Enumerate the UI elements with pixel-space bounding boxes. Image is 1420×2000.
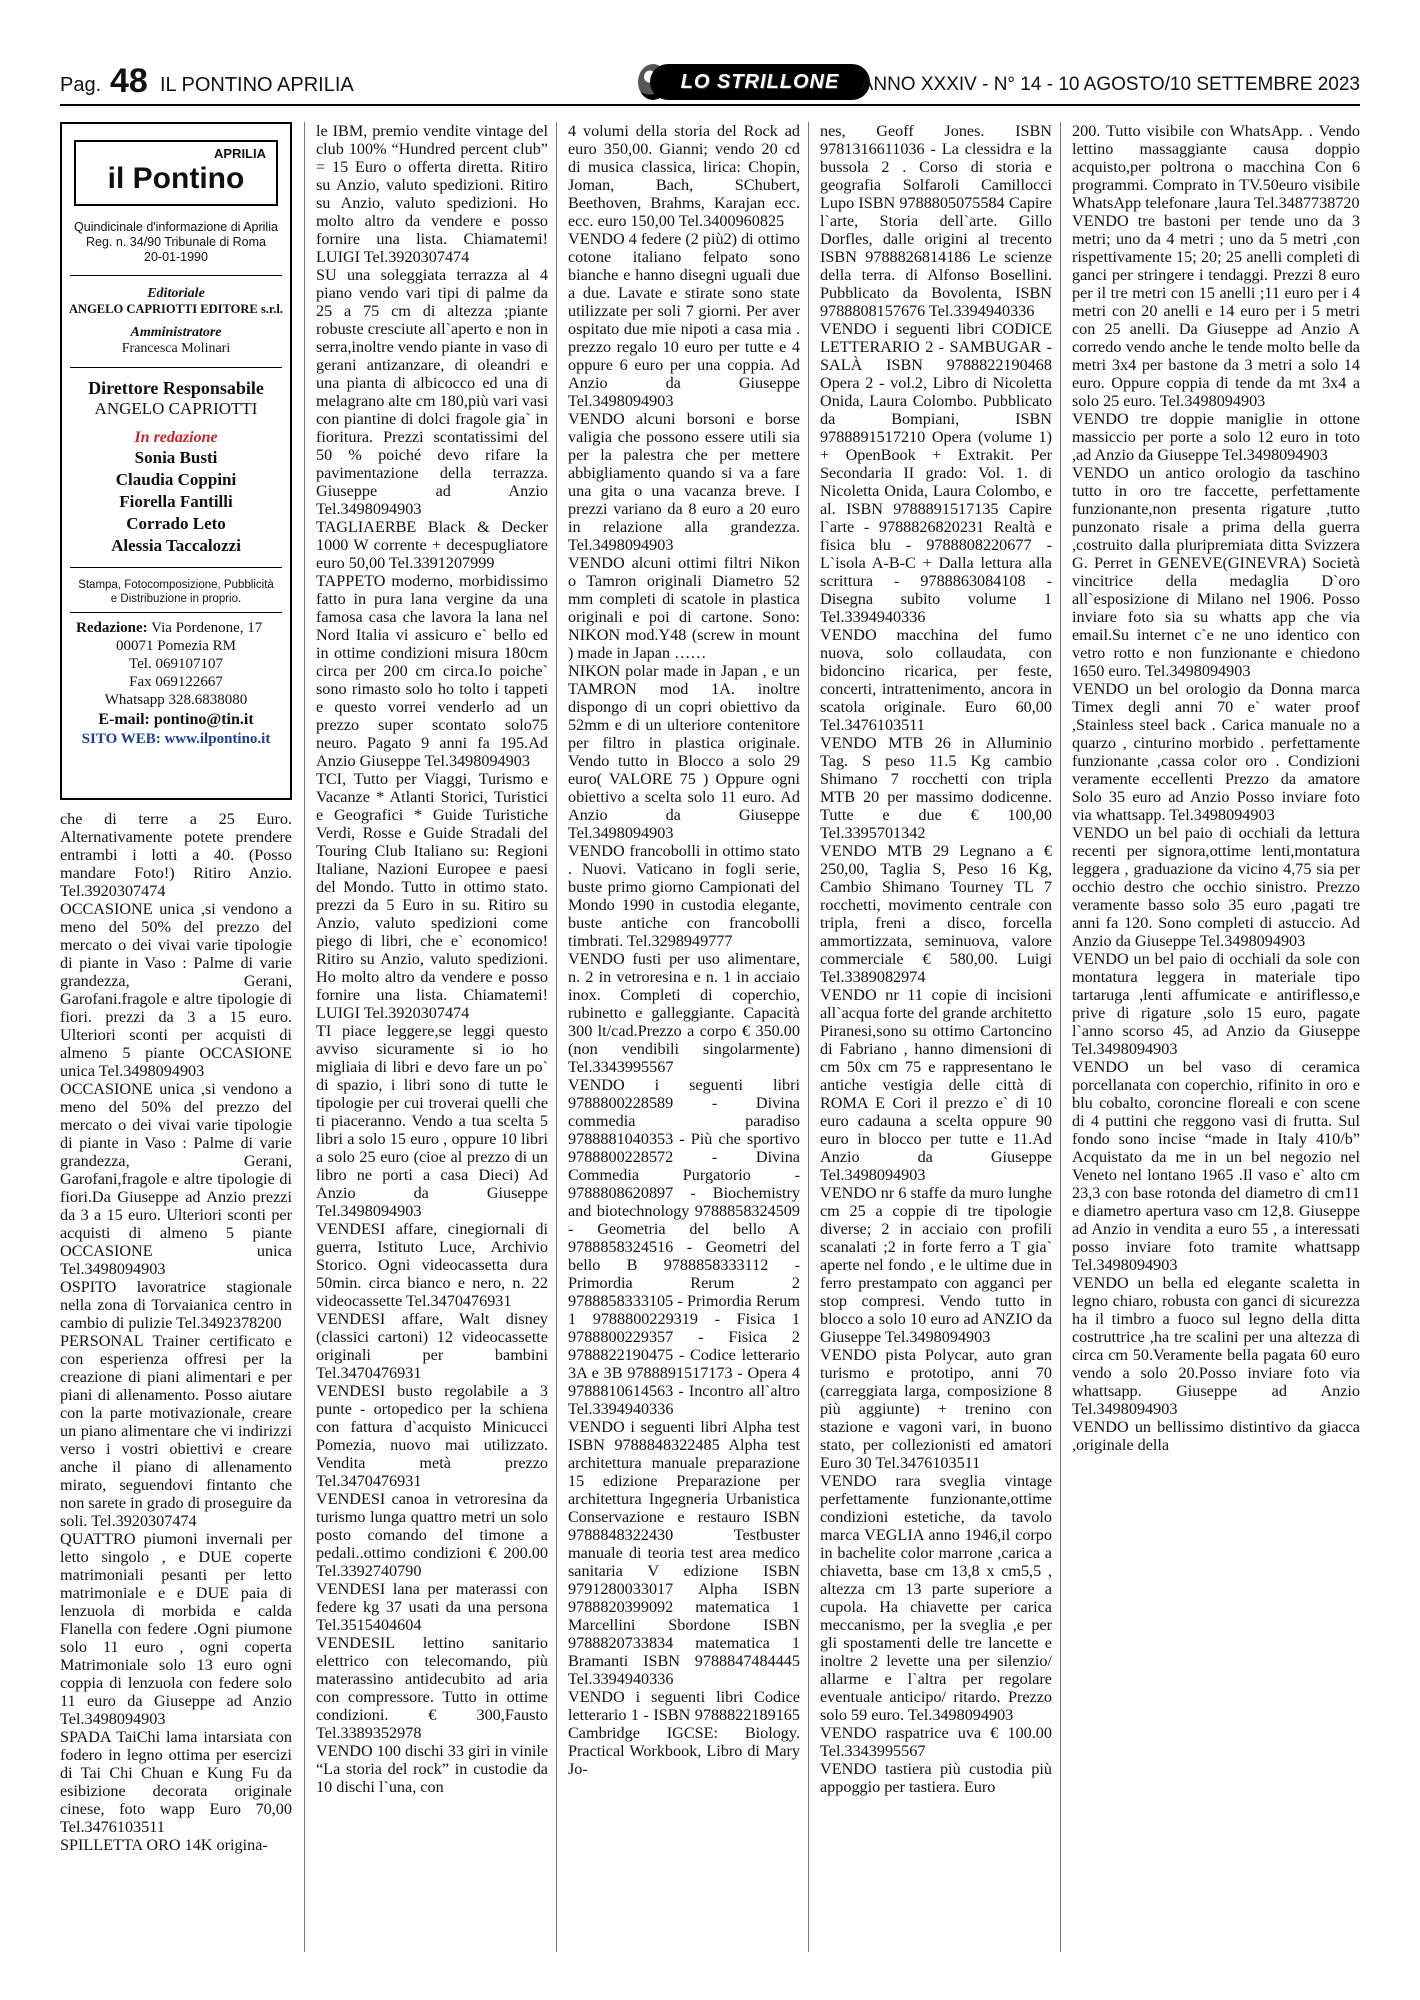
classified-ad: OSPITO lavoratrice stagionale nella zona di Torvaianica centro in cambio di pulizie Tel.3492378200 xyxy=(60,1278,292,1332)
address-block xyxy=(62,619,290,709)
publication-name: IL PONTINO APRILIA xyxy=(160,74,354,96)
whatsapp-number: Whatsapp 328.6838080 xyxy=(104,692,248,708)
classified-ad: VENDO tastiera più custodia più appoggio per tastiera. Euro xyxy=(820,1760,1052,1796)
staff-list xyxy=(62,447,290,557)
pontino-logo xyxy=(74,140,278,206)
classified-ad: VENDO raspatrice uva € 100.00 Tel.3343995567 xyxy=(820,1724,1052,1760)
classified-ad: TAPPETO moderno, morbidissimo fatto in pura lana vergine da una famosa casa che lavora la lana nel Nord Italia vi assicuro e` bello ed in ottime condizioni misura 180cm circa per 200 cm circa.Io poiche` sono rimasto solo ho tolto i tappeti e questo vorrei venderlo ad un prezzo super scontato solo75 neuro. Pagato 9 anni fa 195.Ad Anzio Giuseppe Tel.3498094903 xyxy=(316,572,548,770)
classified-ad: VENDESI affare, cinegiornali di guerra, Istituto Luce, Archivio Storico. Ogni videocassetta dura 50min. circa bianco e nero, n. 22 videocassette Tel.3470476931 xyxy=(316,1220,548,1310)
classified-ad: VENDO tre bastoni per tende uno da 3 metri; uno da 4 metri ; uno da 5 metri ,con rispettivamente 15; 20; 25 anelli completi di ganci per stringere i tendaggi. Prezzi 8 euro per il tre metri con 15 anelli ;11 euro per i 4 metri con 20 anelli e 14 euro per i 5 metri con 25 anelli. Da Giuseppe ad Anzio A corredo vendo anche le tende molto belle da metri 3x4 per bastone da 3 metri a solo 14 euro. Oppure coppia di tende da mt 3x4 a solo 25 euro. Tel.3498094903 xyxy=(1072,212,1360,410)
logo-city: APRILIA xyxy=(214,146,266,161)
page-header xyxy=(60,64,1360,106)
issue-info: ANNO XXXIV - N° 14 - 10 AGOSTO/10 SETTEMBRE 2023 xyxy=(860,74,1360,95)
classified-ad: VENDESI canoa in vetroresina da turismo lunga quattro metri un solo posto comando del timone a pedali..ottimo condizioni € 200.00 Tel.3392740790 xyxy=(316,1490,548,1580)
classified-ad: VENDO 4 federe (2 più2) di ottimo cotone italiano felpato sono bianche e hanno disegni uguali due a due. Lavate e stirate sono state utilizzate per soli 7 giorni. Per aver ospitato due mie nipoti a casa mia . prezzo regalo 10 euro per tutte e 4 oppure 6 euro per una coppia. Ad Anzio da Giuseppe Tel.3498094903 xyxy=(568,230,800,410)
director-name: ANGELO CAPRIOTTI xyxy=(94,399,258,418)
classified-ad: NIKON polar made in Japan , e un TAMRON mod 1A. inoltre dispongo di un copri obiettivo da 52mm e di un ulteriore contenitore per filtro in plastica originale. Vendo tutto in Blocco a solo 29 euro( VALORE 75 ) Oppure ogni obiettivo a scelta solo 11 euro. Ad Anzio da Giuseppe Tel.3498094903 xyxy=(568,662,800,842)
classified-ad: TI piace leggere,se leggi questo avviso sicuramente si io ho migliaia di libri e devo fare un po` di spazio, i libri sono di tutte le tipologie per cui troverai quelli che ti piaceranno. Vendo a tua scelta 5 libri a solo 15 euro , oppure 10 libri a solo 25 euro (cioe al prezzo di un libro ne porti a casa Dieci) Ad Anzio da Giuseppe Tel.3498094903 xyxy=(316,1022,548,1220)
fax-number: Fax 069122667 xyxy=(129,674,223,690)
classified-ad: SPILLETTA ORO 14K origina- xyxy=(60,1836,268,1854)
classified-ad: TAGLIAERBE Black & Decker 1000 W corrente + decespugliatore euro 50,00 Tel.3391207999 xyxy=(316,518,548,572)
director-label: Direttore Responsabile xyxy=(88,378,264,398)
classified-ad: VENDO un bella ed elegante scaletta in legno chiaro, robusta con ganci di sicurezza ha il timbro a fuoco sul legno della ditta costruttrice ,ha tre scalini per una altezza di circa cm 50.Veramente bella pagata 60 euro vendo a solo 20.Posso inviare foto via whattsapp. Giuseppe ad Anzio Tel.3498094903 xyxy=(1072,1274,1360,1418)
address-street: Via Pordenone, 17 xyxy=(151,620,263,636)
masthead-box xyxy=(60,122,292,800)
page-label: Pag. xyxy=(60,74,102,96)
classified-ad: VENDO un bellissimo distintivo da giacca ,originale della xyxy=(1072,1418,1360,1454)
divider xyxy=(70,367,282,368)
classified-ad: VENDO i seguenti libri CODICE LETTERARIO 2 - SAMBUGAR - SALÀ ISBN 9788822190468 Opera 2 - vol.2, Libro di Nicoletta Onida, Laura Colombo. Pubblicato da Bompiani, ISBN 9788891517210 Opera (volume 1) + OpenBook + Extrakit. Per Secondaria II grado: Vol. 1. di Nicoletta Onida, Laura Colombo, e al. ISBN 9788891517135 Capire l`arte - 9788826820231 Realtà e fisica blu - 9788808220677 - L`isola A-B-C + Dalla lettura alla scrittura - 9788863084108 - Disegna subito volume 1 Tel.3394940336 xyxy=(820,320,1052,626)
staff-member: Fiorella Fantilli xyxy=(119,492,233,511)
classifieds-column-5 xyxy=(1072,122,1360,1960)
classified-ad: 4 volumi della storia del Rock ad euro 350,00. Gianni; vendo 20 cd di musica classica, lirica: Chopin, Joman, Bach, SChubert, Beethoven, Brahms, Karajan ecc. ecc. euro 150,00 Tel.3400960825 xyxy=(568,122,800,230)
classified-ad: nes, Geoff Jones. ISBN 9781316611036 - La clessidra e la bussola 2 . Corso di storia e geografia Solfaroli Camillocci Lupo ISBN 9788805075584 Capire l`arte, Storia dell`arte. Gillo Dorfles, dalle origini al trecento ISBN 9788826814186 Le scienze della terra. di Alfonso Bosellini. Pubblicato da Bovolenta, ISBN 9788808157676 Tel.3394940336 xyxy=(820,122,1052,320)
masthead-subtitle: Quindicinale d'informazione di Aprilia xyxy=(74,220,278,234)
classified-ad: VENDO nr 11 copie di incisioni all`acqua forte del grande architetto Piranesi,sono su ottimo Cartoncino di Fabriano , hanno dimensioni di cm 50x cm 75 e rappresentano le antiche vestigia delle città di ROMA E Cori il prezzo e` di 10 euro cadauna a scelta oppure 90 euro in blocco per tutte e 11.Ad Anzio da Giuseppe Tel.3498094903 xyxy=(820,986,1052,1184)
email-address: E-mail: pontino@tin.it xyxy=(98,711,254,728)
strillone-logo: LO STRILLONE xyxy=(650,64,870,100)
classified-ad: VENDO un bel paio di occhiali da lettura recenti per signora,ottime lenti,montatura leggera , graduazione da vicino 4,75 sia per occhio destro che occhio sinistro. Prezzo veramente basso solo 35 euro ,pagati tre anni fa 120. Sono completi di astuccio. Ad Anzio da Giuseppe Tel.3498094903 xyxy=(1072,824,1360,950)
classified-ad: VENDO un antico orologio da taschino tutto in oro tre faccette, perfettamente funzionante,non presenta rigature ,tutto punzonato risale a prima della guerra ,costruito dalla pluripremiata ditta Svizzera G. Perret in GENEVE(GINEVRA) Società vincitrice della medaglia D`oro all`esposizione di Milano nel 1906. Posso inviare foto sia su whatts app che via email.Su internet c`e ne uno identico con vetro rotto e non funzionante e chiedono 1650 euro. Tel.3498094903 xyxy=(1072,464,1360,680)
masthead-reg-date: 20-01-1990 xyxy=(144,250,208,264)
classified-ad: VENDESIL lettino sanitario elettrico con telecomando, più materassino antidecubito ad aria con compressore. Tutto in ottime condizioni. € 300,Fausto Tel.3389352978 xyxy=(316,1634,548,1742)
classified-ad: VENDO i seguenti libri Codice letterario 1 - ISBN 9788822189165 Cambridge IGCSE: Biology. Practical Workbook, Libro di Mary Jo- xyxy=(568,1688,800,1778)
classified-ad: le IBM, premio vendite vintage del club 100% “Hundred percent club” = 15 Euro o offerta diretta. Ritiro su Anzio, valuto spedizioni. Ritiro su Anzio, valuto spedizioni. Ho molto altro da vendere e posso fornire una lista. Chiamatemi! LUIGI Tel.3920307474 xyxy=(316,122,548,266)
staff-member: Alessia Taccalozzi xyxy=(111,536,241,555)
classified-ad: VENDESI busto regolabile a 3 punte - ortopedico per la schiena con fattura d`acquisto Minicucci Pomezia, nuovo mai utilizzato. Vendita metà prezzo Tel.3470476931 xyxy=(316,1382,548,1490)
administrator-name: Francesca Molinari xyxy=(121,341,231,356)
page-number: 48 xyxy=(110,62,148,100)
phone-number: Tel. 069107107 xyxy=(129,656,223,672)
classified-ad: VENDO tre doppie maniglie in ottone massiccio per porte a solo 12 euro in toto ,ad Anzio da Giuseppe Tel.3498094903 xyxy=(1072,410,1360,464)
staff-member: Corrado Leto xyxy=(126,514,226,533)
classified-ad: VENDO macchina del fumo nuova, solo collaudata, con bidoncino ricarica, per feste, concerti, intrattenimento, ancora in scatola originale. Euro 60,00 Tel.3476103511 xyxy=(820,626,1052,734)
classified-ad: VENDO i seguenti libri Alpha test ISBN 9788848322485 Alpha test architettura manuale preparazione 15 edizione Preparazione per architettura Ingegneria Urbanistica Conservazione e restauro ISBN 9788848322430 Testbuster manuale di teoria test area medico sanitaria V edizione ISBN 9791280033017 Alpha ISBN 9788820399092 matematica 1 Marcellini Sbordone ISBN 9788820733834 matematica 1 Bramanti ISBN 9788847484445 Tel.3394940336 xyxy=(568,1418,800,1688)
editorial-name: ANGELO CAPRIOTTI EDITORE s.r.l. xyxy=(69,302,283,316)
classified-ad: VENDO MTB 29 Legnano a € 250,00, Taglia S, Peso 16 Kg, Cambio Shimano Tourney TL 7 rocchetti, movimento centrale con tripla, freni a disco, forcella ammortizzata, seminuova, valore commerciale € 580,00. Luigi Tel.3389082974 xyxy=(820,842,1052,986)
column-rule xyxy=(1060,122,1061,1952)
masthead-registration: Reg. n. 34/90 Tribunale di Roma xyxy=(86,235,266,249)
print-line: e Distribuzione in proprio. xyxy=(110,593,242,605)
classified-ad: VENDESI affare, Walt disney (classici cartoni) 12 videocassette originali per bambini Tel.3470476931 xyxy=(316,1310,548,1382)
logo-title: il Pontino xyxy=(107,162,245,195)
classifieds-column-3 xyxy=(568,122,800,1960)
classified-ad: VENDO alcuni ottimi filtri Nikon o Tamron originali Diametro 52 mm completi di scatole in plastica originali e poi di cartone. Sono: NIKON mod.Y48 (screw in mount ) made in Japan …… xyxy=(568,554,800,662)
classified-ad: VENDO francobolli in ottimo stato . Nuovi. Vaticano in fogli serie, buste primo giorno Campionati del Mondo 1990 in custodia elegante, buste antiche con francobolli timbrati. Tel.3298949777 xyxy=(568,842,800,950)
classified-ad: VENDO pista Polycar, auto gran turismo e prototipo, anni 70 (carreggiata larga, composizione 8 più aggiunte) + trenino con stazione e vagoni vari, in buono stato, per collezionisti ed amatori Euro 30 Tel.3476103511 xyxy=(820,1346,1052,1472)
classifieds-column-2 xyxy=(316,122,548,1960)
column-rule xyxy=(808,122,809,1952)
website-address: SITO WEB: www.ilpontino.it xyxy=(81,731,271,747)
classified-ad: SU una soleggiata terrazza al 4 piano vendo vari tipi di palme da 25 a 75 cm di altezza ;piante robuste cresciute all`aperto e non in serra,inoltre vendo piante in vaso di gerani antizanzare, di oleandri e una pianta di albicocco ed una di melagrano alte cm 180,più vari vasi con piantine di dolci fragole gia` in fioritura. Prezzi scontatissimi del 50 % poiché devo rifare la pavimentazione della terrazza. Giuseppe ad Anzio Tel.3498094903 xyxy=(316,266,548,518)
classified-ad: TCI, Tutto per Viaggi, Turismo e Vacanze * Atlanti Storici, Turistici e Geografici * Guide Turistiche Verdi, Rosse e Guide Stradali del Touring Club Italiano su: Regioni Italiane, Nazioni Europee e paesi del Mondo. Tutto in ottimo stato. prezzi da 5 Euro in su. Ritiro su Anzio, valuto spedizioni come piego di libri, che e` economico! Ritiro su Anzio, valuto spedizioni. Ho molto altro da vendere e posso fornire una lista. Chiamatemi! LUIGI Tel.3920307474 xyxy=(316,770,548,1022)
classified-ad: che di terre a 25 Euro. Alternativamente potete prendere entrambi i lotti a 40. (Posso mandare Foto!) Ritiro Anzio. Tel.3920307474 xyxy=(60,810,292,900)
classified-ad: PERSONAL Trainer certificato e con esperienza offresi per la creazione di piani alimentari e per piani di allenamento. Posso aiutare con la parte motivazionale, creare un piano alimentare che vi indirizzi verso i vostri obiettivi e creare anche il piano di allenamento mirato, seguendovi fintanto che non sarete in grado di proseguire da soli. Tel.3920307474 xyxy=(60,1332,292,1530)
print-line: Stampa, Fotocomposizione, Pubblicità xyxy=(78,579,274,591)
classified-ad: VENDO MTB 26 in Alluminio Tag. S peso 11.5 Kg cambio Shimano 7 rocchetti con tripla MTB 20 per massimo dodicenne. Tutte e due € 100,00 Tel.3395701342 xyxy=(820,734,1052,842)
divider xyxy=(70,567,282,568)
classified-ad: VENDO rara sveglia vintage perfettamente funzionante,ottime condizioni estetiche, da tavolo marca VEGLIA anno 1946,il corpo in bachelite color marrone ,carica a chiavetta, base cm 13,8 x cm5,5 , altezza cm 13 parte superiore a cupola. Ha chiavette per carica meccanismo, per la sveglia ,e per gli spostamenti delle tre lancette e inoltre 2 levette una per silenzio/ allarme e l`altra per regolare eventuale anticipo/ ritardo. Prezzo solo 59 euro. Tel.3498094903 xyxy=(820,1472,1052,1724)
administrator-label: Amministratore xyxy=(130,325,222,340)
classified-ad: 200. Tutto visibile con WhatsApp. . Vendo lettino massaggiante causa doppio acquisto,per poltrona o macchina Con 6 programmi. Comprato in TV.50euro visibile WhatsApp telefonare ,laura Tel.3487738720 xyxy=(1072,122,1360,212)
classified-ad: OCCASIONE unica ,si vendono a meno del 50% del prezzo del mercato o dei vivai varie tipologie di piante in Vaso : Palme di varie grandezza, Gerani, Garofani.fragole e altre tipologie di fiori. prezzi da 3 a 15 euro. Ulteriori sconti per acquisti di almeno 5 piante OCCASIONE unica Tel.3498094903 xyxy=(60,900,292,1080)
editorial-label: Editoriale xyxy=(147,286,205,301)
classified-ad: VENDO un bel vaso di ceramica porcellanata con coperchio, rifinito in oro e blu cobalto, coroncine floreali e con scene di 4 puttini che reggono vasi di frutta. Sul fondo sono incise “made in Italy 410/b” Acquistato da me in un bel negozio nel Veneto nel lontano 1965 .Il vaso e` alto cm 23,3 con base rotonda del diametro di cm11 e diametro apertura vaso cm 12,8. Giuseppe ad Anzio in vendita a euro 55 , a interessati posso inviare foto tramite whattsapp Tel.3498094903 xyxy=(1072,1058,1360,1274)
staff-member: Sonia Busti xyxy=(134,448,218,467)
classified-ad: VENDO nr 6 staffe da muro lunghe cm 25 a coppie di tre tipologie diverse; 2 in acciaio con profili scanalati ;2 in forte ferro a T gia` aperte nel fondo , e le ultime due in ferro prestampato con agganci per stop compresi. Vendo tutto in blocco a solo 10 euro ad ANZIO da Giuseppe Tel.3498094903 xyxy=(820,1184,1052,1346)
address-city: 00071 Pomezia RM xyxy=(116,638,236,654)
classified-ad: VENDO i seguenti libri 9788800228589 - Divina commedia paradiso 9788881040353 - Più che sportivo 9788800228572 - Divina Commedia Purgatorio - 9788808620897 - Biochemistry and biotechnology 9788858324509 - Geometria del bello A 9788858324516 - Geometri del bello B 9788858333112 - Primordia Rerum 2 9788858333105 - Primordia Rerum 1 9788800229319 - Fisica 1 9788800229357 - Fisica 2 9788822190475 - Codice letterario 3A e 3B 9788891517173 - Opera 4 9788810614563 - Incontro all`altro Tel.3394940336 xyxy=(568,1076,800,1418)
newsroom-label: In redazione xyxy=(134,429,218,446)
classified-ad: VENDO fusti per uso alimentare, n. 2 in vetroresina e n. 1 in acciaio inox. Completi di coperchio, rubinetto e galleggiante. Capacità 300 lt/cad.Prezzo a corpo € 350.00 (non vendibili singolarmente) Tel.3343995567 xyxy=(568,950,800,1076)
classified-ad: VENDO un bel orologio da Donna marca Timex degli anni 70 e` water proof ,Stainless steel back . Carica manuale no a quarzo , cinturino morbido . perfettamente funzionante ,cassa color oro . Condizioni veramente eccellenti Prezzo da amatore Solo 35 euro ad Anzio Posso inviare foto via whattsapp. Tel.3498094903 xyxy=(1072,680,1360,824)
divider xyxy=(70,612,282,613)
divider xyxy=(70,275,282,276)
classified-ad: VENDO alcuni borsoni e borse valigia che possono essere utili sia per la palestra che per mettere abbigliamento quando si va a fare una gita o una vacanza breve. I prezzi variano da 8 euro a 20 euro in relazione alla grandezza. Tel.3498094903 xyxy=(568,410,800,554)
classified-ad: VENDO 100 dischi 33 giri in vinile “La storia del rock” in custodie da 10 dischi l`una, con xyxy=(316,1742,548,1796)
address-label: Redazione: xyxy=(76,620,148,636)
staff-member: Claudia Coppini xyxy=(115,470,237,489)
classified-ad: SPADA TaiChi lama intarsiata con fodero in legno ottima per esercizi di Tai Chi Chuan e Kung Fu da esibizione decorata originale cinese, foto wapp Euro 70,00 Tel.3476103511 xyxy=(60,1728,292,1836)
classifieds-column-4 xyxy=(820,122,1052,1960)
classified-ad: VENDO un bel paio di occhiali da sole con montatura leggera in materiale tipo tartaruga ,lenti affumicate e antiriflesso,e prive di rigature ,solo 15 euro, pagate l`anno scorso 45, ad Anzio da Giuseppe Tel.3498094903 xyxy=(1072,950,1360,1058)
classifieds-column-1 xyxy=(60,810,292,1960)
column-rule xyxy=(304,122,305,1952)
classified-ad: QUATTRO piumoni invernali per letto singolo , e DUE coperte matrimoniali pesanti per letto matrimoniale e e DUE paia di lenzuola di morbida e calda Flanella con federe .Ogni piumone solo 11 euro , ogni coperta Matrimoniale solo 13 euro ogni coppia di lenzuola con federe solo 11 euro da Giuseppe ad Anzio Tel.3498094903 xyxy=(60,1530,292,1728)
classified-ad: VENDESI lana per materassi con federe kg 37 usati da una persona Tel.3515404604 xyxy=(316,1580,548,1634)
column-rule xyxy=(556,122,557,1952)
classified-ad: OCCASIONE unica ,si vendono a meno del 50% del prezzo del mercato o dei vivai varie tipologie di piante in Vaso : Palme di varie grandezza, Gerani, Garofani,fragole e altre tipologie di fiori.Da Giuseppe ad Anzio prezzi da 3 a 15 euro. Ulteriori sconti per acquisti di almeno 5 piante OCCASIONE unica Tel.3498094903 xyxy=(60,1080,292,1278)
